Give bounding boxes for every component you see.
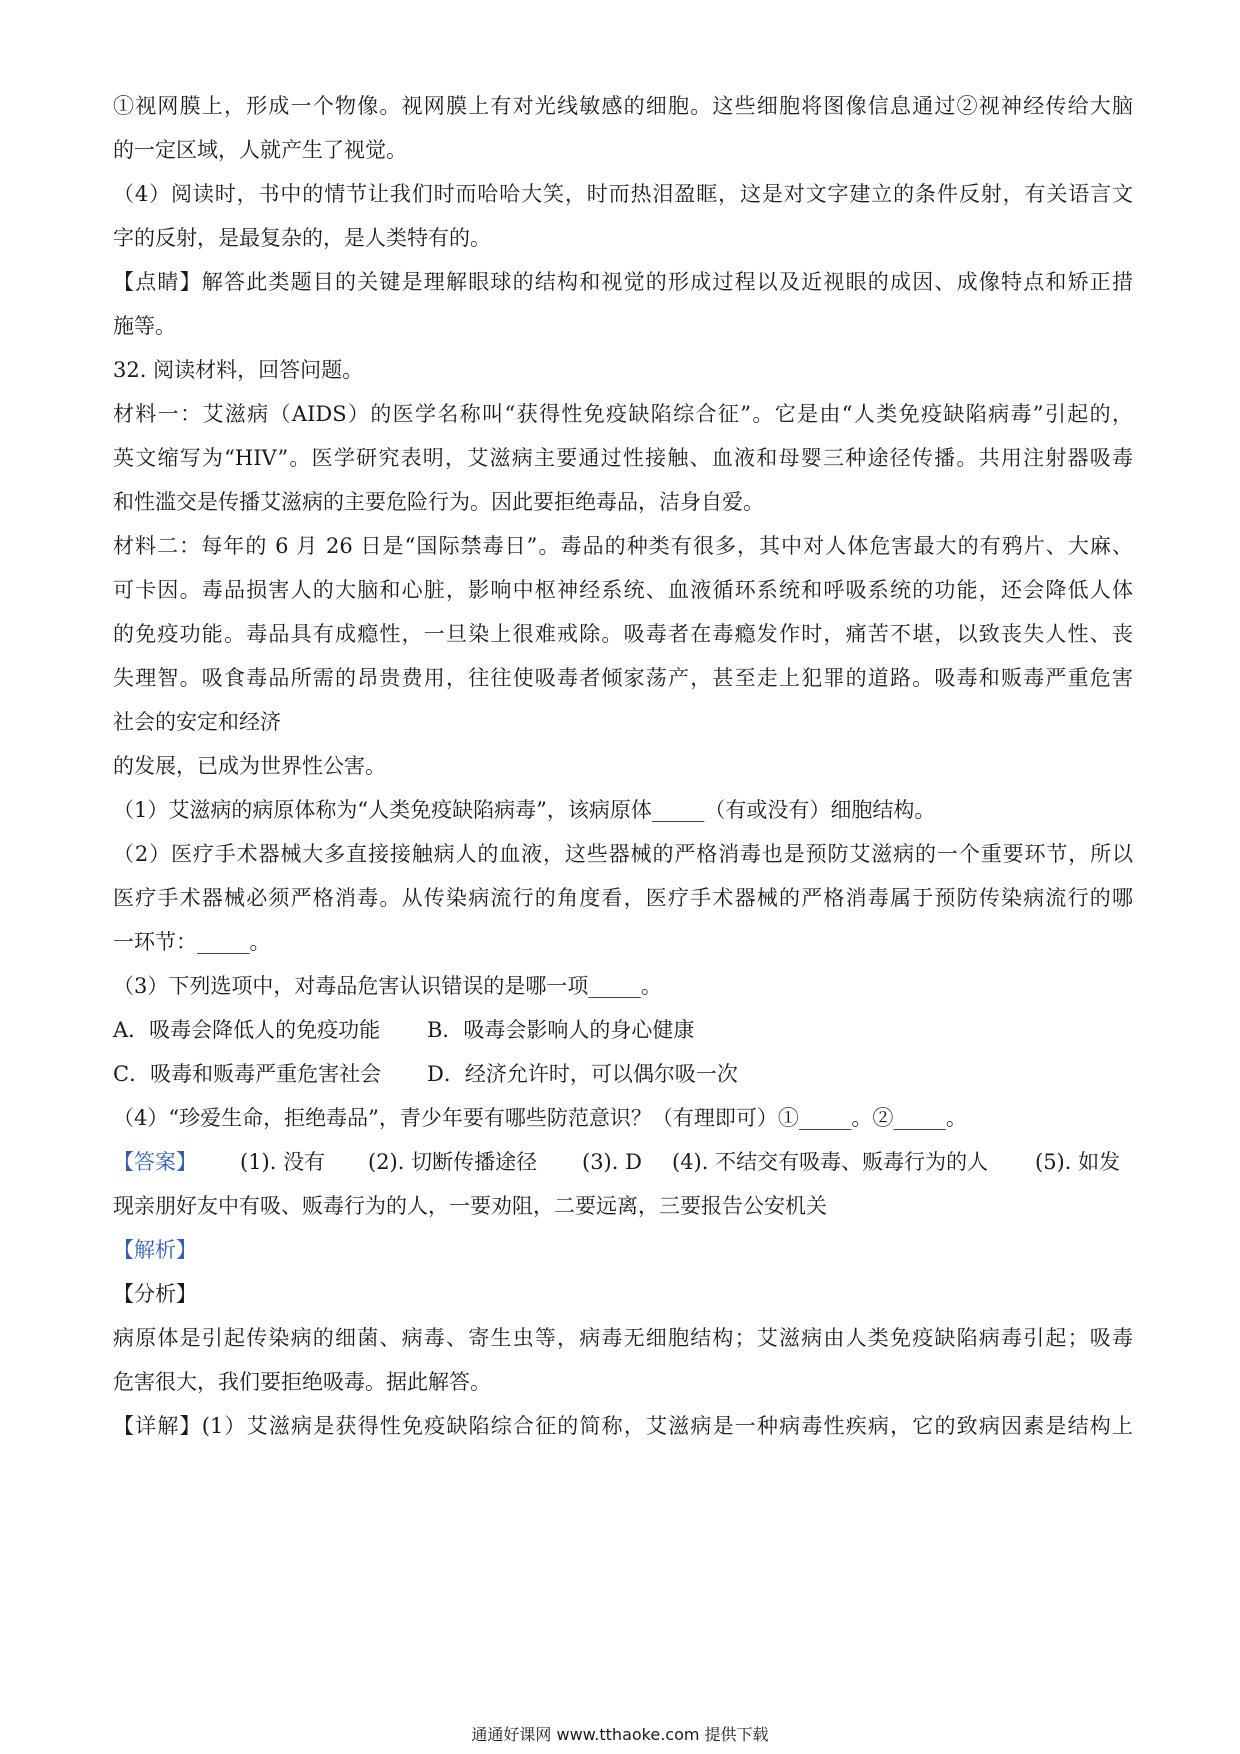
sub-question-3: （3）下列选项中，对毒品危害认识错误的是哪一项_____。 bbox=[113, 974, 662, 998]
dianjing-line: 【点睛】解答此类题目的关键是理解眼球的结构和视觉的形成过程以及近视眼的成因、成像特点和矫正措 bbox=[113, 270, 1133, 294]
sub-question-1: （1）艾滋病的病原体称为“人类免疫缺陷病毒”，该病原体_____（有或没有）细胞结构。 bbox=[113, 798, 936, 822]
fenxi-label: 【分析】 bbox=[113, 1282, 197, 1306]
fenxi-line: 病原体是引起传染病的细菌、病毒、寄生虫等，病毒无细胞结构；艾滋病由人类免疫缺陷病毒引起；吸毒 bbox=[113, 1326, 1133, 1350]
sub-question-2-line: 医疗手术器械必须严格消毒。从传染病流行的角度看，医疗手术器械的严格消毒属于预防传染病流行的哪 bbox=[113, 886, 1133, 910]
material-one-line: 英文缩写为“HIV”。医学研究表明，艾滋病主要通过性接触、血液和母婴三种途径传播。共用注射器吸毒 bbox=[113, 446, 1133, 470]
material-two-line: 社会的安定和经济 bbox=[113, 710, 281, 734]
answer-item: (1). 没有 bbox=[240, 1150, 326, 1174]
sub-question-2-line: （2）医疗手术器械大多直接接触病人的血液，这些器械的严格消毒也是预防艾滋病的一个重要环节，所以 bbox=[113, 842, 1133, 866]
answer-item: (4). 不结交有吸毒、贩毒行为的人 bbox=[672, 1150, 989, 1174]
paragraph-line: （4）阅读时，书中的情节让我们时而哈哈大笑，时而热泪盈眶，这是对文字建立的条件反射，有关语言文 bbox=[113, 182, 1133, 206]
sub-question-2-line: 一环节：_____。 bbox=[113, 930, 271, 954]
material-two-line: 失理智。吸食毒品所需的昂贵费用，往往使吸毒者倾家荡产，甚至走上犯罪的道路。吸毒和贩毒严重危害 bbox=[113, 666, 1133, 690]
option-b: B．吸毒会影响人的身心健康 bbox=[427, 1018, 695, 1042]
answer-item: (3). D bbox=[582, 1150, 642, 1174]
page-footer: 通通好课网 www.tthaoke.com 提供下载 bbox=[471, 1725, 769, 1744]
paragraph-line: ①视网膜上，形成一个物像。视网膜上有对光线敏感的细胞。这些细胞将图像信息通过②视神经传给大脑 bbox=[113, 94, 1133, 118]
answer-item: (2). 切断传播途径 bbox=[368, 1150, 538, 1174]
material-two-line: 的发展，已成为世界性公害。 bbox=[113, 754, 386, 778]
option-a: A．吸毒会降低人的免疫功能 bbox=[113, 1018, 381, 1042]
xiangjie-line: 【详解】(1）艾滋病是获得性免疫缺陷综合征的简称，艾滋病是一种病毒性疾病，它的致病因素是结构上 bbox=[113, 1414, 1133, 1438]
answer-label: 【答案】 bbox=[113, 1150, 197, 1174]
material-one-line: 和性滥交是传播艾滋病的主要危险行为。因此要拒绝毒品，洁身自爱。 bbox=[113, 490, 764, 514]
material-two-line: 的免疫功能。毒品具有成瘾性，一旦染上很难戒除。吸毒者在毒瘾发作时，痛苦不堪，以致丧失人性、丧 bbox=[113, 622, 1133, 646]
option-c: C．吸毒和贩毒严重危害社会 bbox=[113, 1062, 382, 1086]
jiexi-label: 【解析】 bbox=[113, 1238, 197, 1262]
material-two-line: 可卡因。毒品损害人的大脑和心脏，影响中枢神经系统、血液循环系统和呼吸系统的功能，还会降低人体 bbox=[113, 578, 1133, 602]
dianjing-line: 施等。 bbox=[113, 314, 176, 338]
answer-item: (5). 如发 bbox=[1035, 1150, 1121, 1174]
material-one-line: 材料一：艾滋病（AIDS）的医学名称叫“获得性免疫缺陷综合征”。它是由“人类免疫缺陷病毒”引起的， bbox=[113, 402, 1133, 426]
material-two-line: 材料二：每年的 6 月 26 日是“国际禁毒日”。毒品的种类有很多，其中对人体危害最大的有鸦片、大麻、 bbox=[113, 534, 1133, 558]
sub-question-4: （4）“珍爱生命，拒绝毒品”，青少年要有哪些防范意识？（有理即可）①_____。②_____。 bbox=[113, 1106, 967, 1130]
question-title: 32. 阅读材料，回答问题。 bbox=[113, 358, 364, 382]
paragraph-line: 字的反射，是最复杂的，是人类特有的。 bbox=[113, 226, 491, 250]
answer-continuation: 现亲朋好友中有吸、贩毒行为的人，一要劝阻，二要远离，三要报告公安机关 bbox=[113, 1194, 827, 1218]
option-d: D．经济允许时，可以偶尔吸一次 bbox=[427, 1062, 738, 1086]
fenxi-line: 危害很大，我们要拒绝吸毒。据此解答。 bbox=[113, 1370, 491, 1394]
paragraph-line: 的一定区域，人就产生了视觉。 bbox=[113, 138, 407, 162]
